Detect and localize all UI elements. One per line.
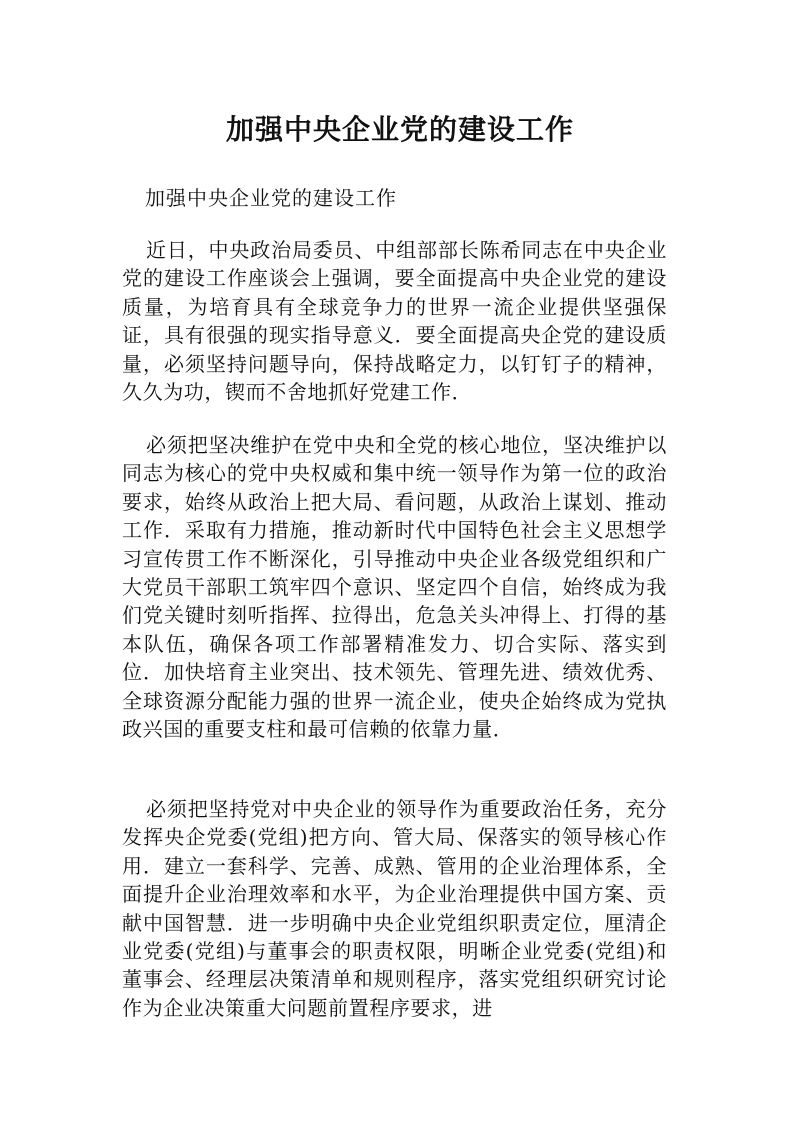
document-title: 加强中央企业党的建设工作 bbox=[225, 113, 574, 146]
document-subtitle: 加强中央企业党的建设工作 bbox=[145, 186, 397, 210]
paragraph-3: 必须把坚持党对中央企业的领导作为重要政治任务，充分发挥央企党委(党组)把方向、管大局、保落实的领导核心作用．建立一套科学、完善、成熟、管用的企业治理体系，全面提升企业治理效率和水平，为企业治理提供中国方案、贡献中国智慧．进一步明确中央企业党组织职责定位，厘清企业党委(党组)与董事会的职责权限，明晰企业党委(党组)和董事会、经理层决策清单和规则程序，落实党组织研究讨论作为企业决策重大问题前置程序要求，进 bbox=[122, 797, 667, 1020]
paragraph-1: 近日，中央政治局委员、中组部部长陈希同志在中央企业党的建设工作座谈会上强调，要全面提高中央企业党的建设质量，为培育具有全球竞争力的世界一流企业提供坚强保证，具有很强的现实指导意义．要全面提高央企党的建设质量，必须坚持问题导向，保持战略定力，以钉钉子的精神，久久为功，锲而不舍地抓好党建工作． bbox=[122, 238, 667, 405]
paragraph-2: 必须把坚决维护在党中央和全党的核心地位，坚决维护以同志为核心的党中央权威和集中统一领导作为第一位的政治要求，始终从政治上把大局、看问题，从政治上谋划、推动工作．采取有力措施，推动新时代中国特色社会主义思想学习宣传贯工作不断深化，引导推动中央企业各级党组织和广大党员干部职工筑牢四个意识、坚定四个自信，始终成为我们党关键时刻听指挥、拉得出，危急关头冲得上、打得的基本队伍，确保各项工作部署精准发力、切合实际、落实到位．加快培育主业突出、技术领先、管理先进、绩效优秀、全球资源分配能力强的世界一流企业，使央企始终成为党执政兴国的重要支柱和最可信赖的依靠力量． bbox=[122, 433, 667, 742]
